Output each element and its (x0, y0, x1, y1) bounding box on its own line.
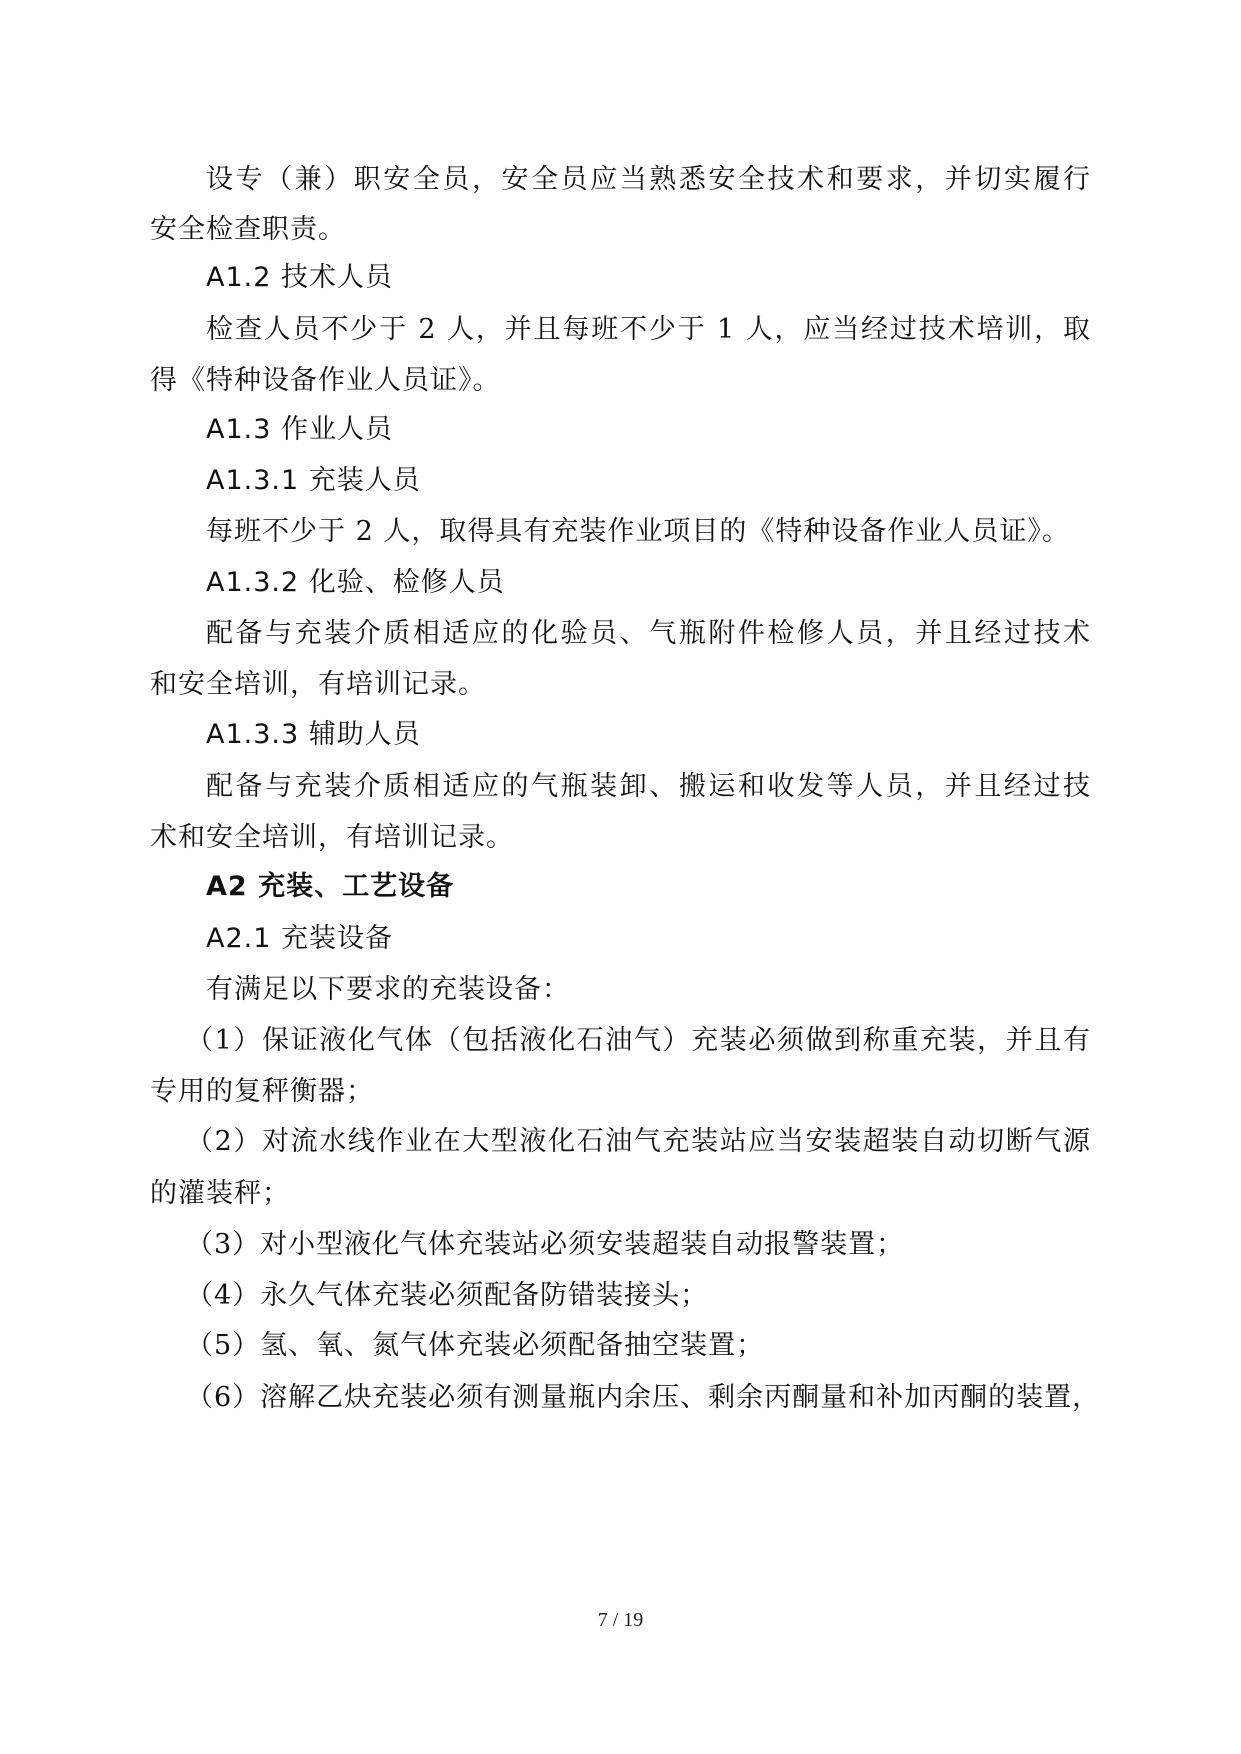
paragraph-line: 设专（兼）职安全员，安全员应当熟悉安全技术和要求，并切实履行 (206, 164, 1091, 195)
paragraph-line: 检查人员不少于 2 人，并且每班不少于 1 人，应当经过技术培训，取 (206, 314, 1091, 345)
paragraph-line: 安全检查职责。 (150, 214, 346, 245)
section-heading: A1.2 技术人员 (206, 262, 393, 293)
chapter-heading: A2 充装、工艺设备 (206, 871, 455, 902)
section-heading: A1.3.1 充装人员 (206, 465, 421, 496)
paragraph-line: 每班不少于 2 人，取得具有充装作业项目的《特种设备作业人员证》。 (206, 516, 1070, 547)
page-number: 7 / 19 (597, 1609, 644, 1631)
list-item: （3）对小型液化气体充装站必须安装超装自动报警装置； (186, 1229, 905, 1260)
section-heading: A1.3.3 辅助人员 (206, 719, 421, 750)
paragraph-line: 和安全培训，有培训记录。 (150, 669, 486, 700)
list-item: （4）永久气体充装必须配备防错装接头； (186, 1280, 709, 1311)
list-item: （2）对流水线作业在大型液化石油气充装站应当安装超装自动切断气源 (186, 1126, 1091, 1157)
list-item-continuation: 专用的复秤衡器； (150, 1076, 374, 1107)
list-item-continuation: 的灌装秤； (150, 1178, 290, 1209)
paragraph-line: 术和安全培训，有培训记录。 (150, 822, 514, 853)
list-item: （6）溶解乙炔充装必须有测量瓶内余压、剩余丙酮量和补加丙酮的装置， (186, 1382, 1101, 1413)
section-heading: A2.1 充装设备 (206, 923, 393, 954)
paragraph-line: 配备与充装介质相适应的气瓶装卸、搬运和收发等人员，并且经过技 (206, 771, 1091, 802)
list-item: （5）氢、氧、氮气体充装必须配备抽空装置； (186, 1330, 765, 1361)
paragraph-line: 配备与充装介质相适应的化验员、气瓶附件检修人员，并且经过技术 (206, 618, 1091, 649)
paragraph-line: 得《特种设备作业人员证》。 (150, 365, 501, 396)
section-heading: A1.3.2 化验、检修人员 (206, 567, 505, 598)
list-item: （1）保证液化气体（包括液化石油气）充装必须做到称重充装，并且有 (186, 1025, 1091, 1056)
paragraph-line: 有满足以下要求的充装设备： (206, 974, 570, 1005)
section-heading: A1.3 作业人员 (206, 414, 393, 445)
